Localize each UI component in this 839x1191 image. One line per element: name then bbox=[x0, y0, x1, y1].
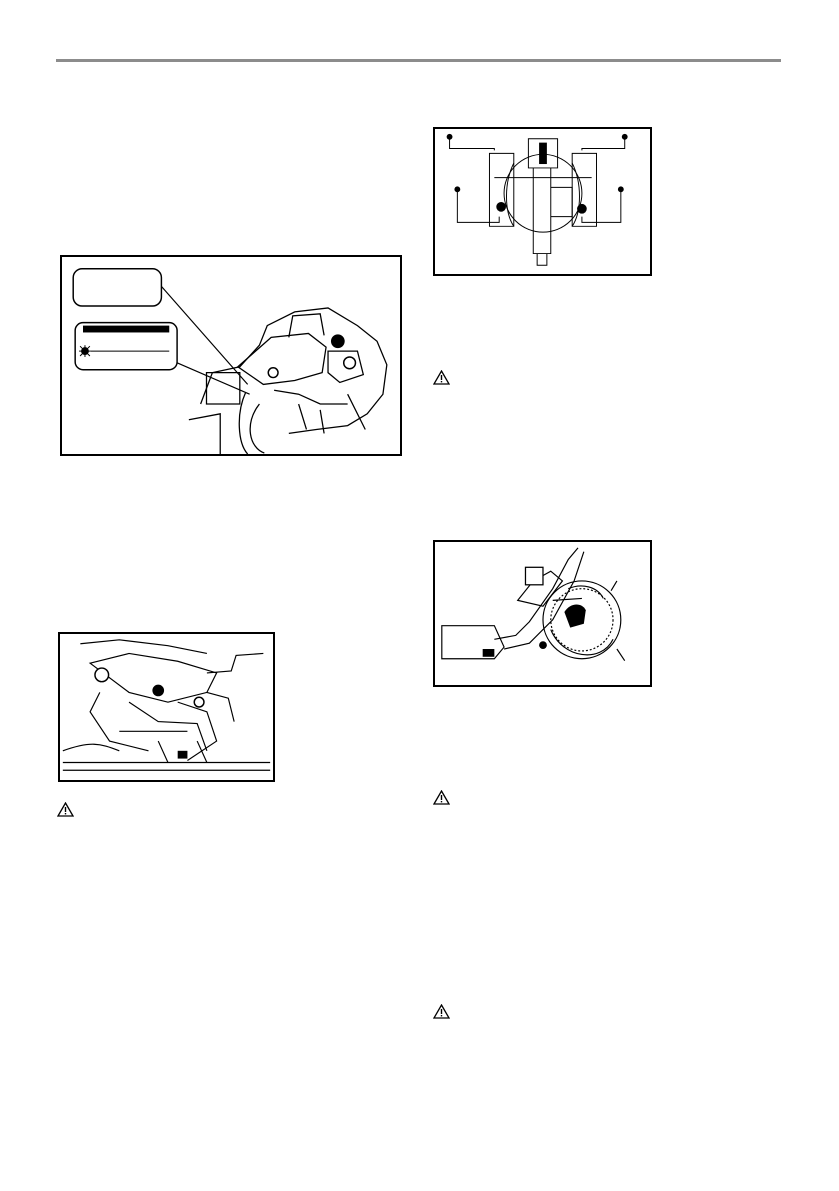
caution-triangle-icon bbox=[433, 790, 450, 805]
caution-triangle-icon bbox=[433, 1004, 450, 1019]
caution-triangle-icon bbox=[433, 370, 450, 385]
saw-side-view-figure bbox=[433, 540, 652, 687]
saw-base-bolt-illustration bbox=[435, 129, 650, 274]
laser-label-illustration bbox=[62, 257, 400, 454]
laser-label-figure bbox=[60, 255, 402, 456]
saw-side-illustration bbox=[435, 542, 650, 685]
saw-head-illustration bbox=[60, 634, 273, 780]
header-rule bbox=[56, 59, 781, 62]
base-top-view-figure bbox=[433, 127, 652, 276]
caution-triangle-icon bbox=[57, 802, 74, 817]
saw-head-figure bbox=[58, 632, 275, 782]
